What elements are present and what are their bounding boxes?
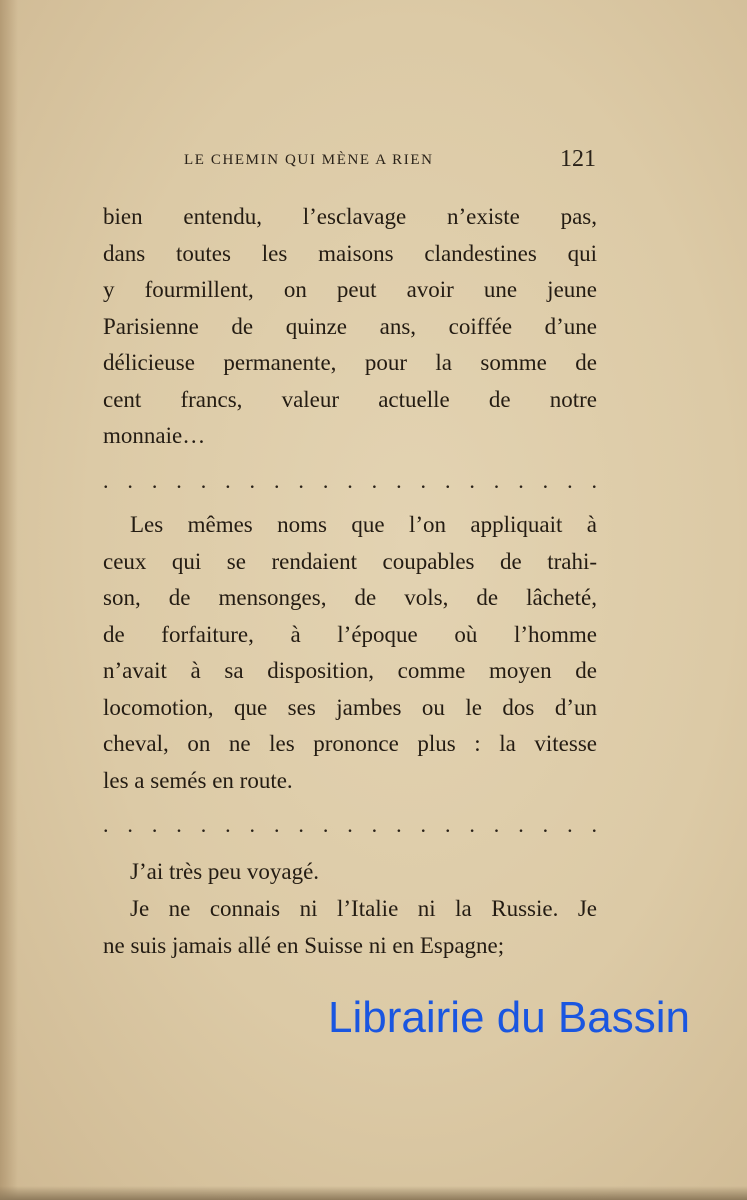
text-line: locomotion, que ses jambes ou le dos d’un: [103, 694, 597, 720]
text-line: délicieuse permanente, pour la somme de: [103, 350, 597, 375]
text-line: de forfaiture, à l’époque où l’homme: [103, 621, 597, 647]
dotted-separator: . . . . . . . . . . . . . . . . . . . . .: [103, 812, 597, 832]
paragraph-4: [103, 891, 597, 964]
dotted-separator: . . . . . . . . . . . . . . . . . . . . .: [103, 468, 597, 488]
watermark-text: Librairie du Bassin: [328, 993, 690, 1042]
text-line: Je ne connais ni l’Italie ni la Russie. Je: [130, 896, 597, 921]
paragraph-3: [103, 854, 597, 891]
text-line: les a semés en route.: [103, 767, 293, 793]
page-number: 121: [560, 146, 596, 172]
text-line: J’ai très peu voyagé.: [130, 859, 320, 884]
page-bottom-edge: [0, 1186, 747, 1200]
text-line: ne suis jamais allé en Suisse ni en Espagne;: [103, 932, 505, 958]
running-title: LE CHEMIN QUI MÈNE A RIEN: [184, 152, 434, 168]
paragraph-2: [103, 507, 597, 799]
text-line: son, de mensonges, de vols, de lâcheté,: [103, 585, 597, 610]
text-line: Parisienne de quinze ans, coiffée d’une: [103, 313, 597, 339]
text-line: cheval, on ne les prononce plus : la vitesse: [103, 731, 597, 756]
text-line: monnaie…: [103, 423, 206, 448]
text-line: ceux qui se rendaient coupables de trahi-: [103, 548, 597, 574]
page-left-shadow: [0, 0, 18, 1200]
text-line: dans toutes les maisons clandestines qui: [103, 240, 597, 266]
text-line: bien entendu, l’esclavage n’existe pas,: [103, 204, 597, 229]
paragraph-1: [103, 199, 597, 455]
text-line: cent francs, valeur actuelle de notre: [103, 386, 597, 412]
running-header: [184, 146, 596, 174]
text-line: y fourmillent, on peut avoir une jeune: [103, 277, 597, 302]
text-line: Les mêmes noms que l’on appliquait à: [130, 512, 597, 537]
text-line: n’avait à sa disposition, comme moyen de: [103, 658, 597, 683]
